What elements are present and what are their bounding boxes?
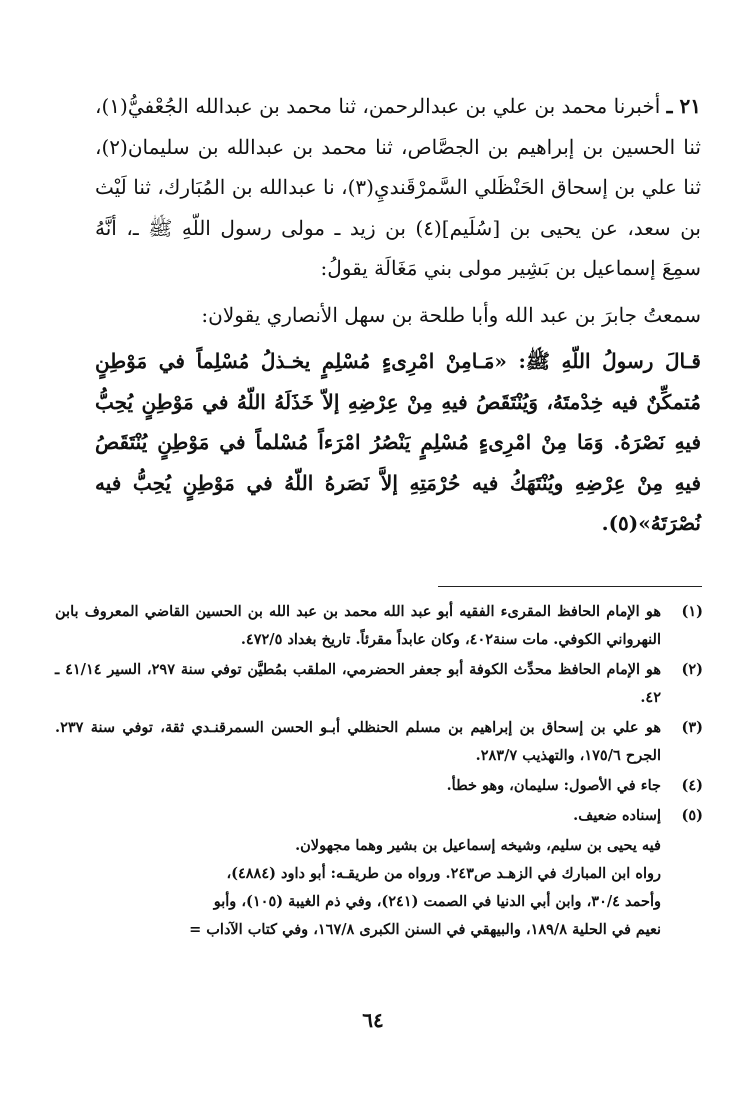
footnote-line: نعيم في الحلية ١٨٩/٨، والبيهقي في السنن الكبرى ١٦٧/٨، وفي كتاب الآداب = — [189, 921, 661, 938]
footnote-line: المعروف بابن النهرواني الكوفي. مات سنة٤٠٢، وكان عابداً مقرئاً. تاريخ بغداد — [55, 603, 661, 648]
hadith-text — [95, 341, 701, 544]
isnad-line: إسماعيل بن بَشِير مولى بني مَغَالَة يقولُ: — [320, 256, 656, 280]
footnote-4 — [55, 772, 703, 800]
footnote-text — [55, 598, 661, 654]
hadith-line: مَوْطِنٍ مُتمكِّنٌ فيه خِدْمتَهُ، وَيُنْتَقَصُ فيهِ مِنْ عِرْضِهِ إلاّ خَذَلَهُ اللّهُ في — [95, 349, 702, 414]
isnad-line: يحيى بن [سُلَيم](٤) بن زيد ـ مولى رسول اللّهِ ﷺ ـ، أنَّهُ سمِعَ — [95, 215, 701, 280]
footnote-number: (١) — [681, 603, 703, 620]
isnad-line: السَّمرْقَنديِ(٣)، نا عبدالله بن المُبَارك، ثنا لَيْث بن سعد، عن — [95, 175, 701, 240]
footnote-line: فيه يحيى بن سليم، وشيخه إسماعيل بن بشير وهما مجهولان. — [295, 837, 661, 854]
footnote-number: (٤) — [681, 777, 703, 794]
footnote-line: هو الإمام الحافظ محدِّث الكوفة أبو جعفر الحضرمي، الملقب بمُطيَّن توفي سنة — [180, 661, 661, 678]
footnote-5-continuation — [55, 832, 703, 944]
footnotes — [55, 598, 703, 944]
footnote-text: جاء في الأصول: سليمان، وهو خطأ. — [446, 777, 661, 794]
footnote-text: إسناده ضعيف. — [573, 807, 661, 824]
isnad-line: أخبرنا محمد بن علي بن عبدالرحمن، ثنا محمد بن — [259, 94, 661, 118]
footnote-line: ٢٩٧، السير ٤١/١٤ ـ ٤٢. — [55, 661, 661, 706]
main-text — [95, 86, 701, 544]
footnote-2 — [55, 656, 703, 712]
hadith-line: مَوْطِنٍ يُحِبُّ فيه نُصْرَتَهُ»(٥). — [95, 470, 701, 535]
hadith-number: ٢١ ـ — [666, 94, 701, 118]
narrators-line: سمعتُ جابرَ بن عبد الله وأبا طلحة بن سهل الأنصاري يقولان: — [201, 302, 701, 327]
footnote-line: رواه ابن المبارك في الزهـد ص٢٤٣. ورواه من طريقـه: أبو داود (٤٨٨٤)، — [226, 865, 661, 882]
hadith-line: مَوْطِنٍ يُحِبُّ فيهِ نَصْرَهُ. وَمَا مِنْ امْرِىءٍ مُسْلِمٍ يَنْصُرُ امْرَءاً مُسْلماً في — [95, 389, 702, 454]
footnote-number: (٥) — [681, 807, 703, 824]
footnote-3 — [55, 714, 703, 770]
isnad-paragraph — [95, 86, 701, 289]
footnote-separator — [438, 586, 702, 587]
footnote-5 — [55, 802, 703, 830]
footnote-line: وأحمد ٣٠/٤، وابن أبي الدنيا في الصمت (٢٤١)، وفي ذم الغيبة (١٠٥)، وأبو — [213, 893, 661, 910]
footnote-number: (٣) — [681, 719, 703, 736]
isnad-line: عبدالله الجُعْفيُّ(١)، ثنا الحسين بن إبراهيم بن الجصَّاص، ثنا — [95, 94, 702, 159]
hadith-line: مَوْطِنٍ يُنْتَقَصُ فيهِ مِنْ عِرْضِهِ ويُنْتَهَكُ فيه حُرْمَتِهِ إلاَّ نَصَرهُ اللّهُ في — [95, 430, 702, 495]
page-number: ٦٤ — [362, 1008, 384, 1032]
footnote-line: هو الإمام الحافظ المقرىء الفقيه أبو عبد الله محمد بن عبد الله بن الحسين القاضي — [144, 603, 661, 620]
footnote-line: ٤٧٢/٥. — [240, 631, 283, 648]
isnad-line: محمد بن عبدالله بن سليمان(٢)، ثنا علي بن إسحاق الحَنْظَلي — [95, 134, 702, 199]
footnote-line: هو علي بن إسحاق بن إبراهيم بن مسلم الحنظلي أبـو الحسن السمرقنـدي ثقة، — [160, 719, 661, 736]
footnote-text — [55, 714, 661, 770]
footnote-text — [55, 656, 661, 712]
footnote-number: (٢) — [681, 661, 703, 678]
hadith-line: قـالَ رسولُ اللّهِ ﷺ: «مَـامِنْ امْرِىءٍ مُسْلِمٍ يخـذلُ مُسْلِماً في — [158, 349, 701, 373]
footnote-line: توفي سنة ٢٣٧. الجرح ١٧٥/٦، والتهذيب ٢٨٣/٧. — [55, 719, 661, 764]
footnote-1 — [55, 598, 703, 654]
